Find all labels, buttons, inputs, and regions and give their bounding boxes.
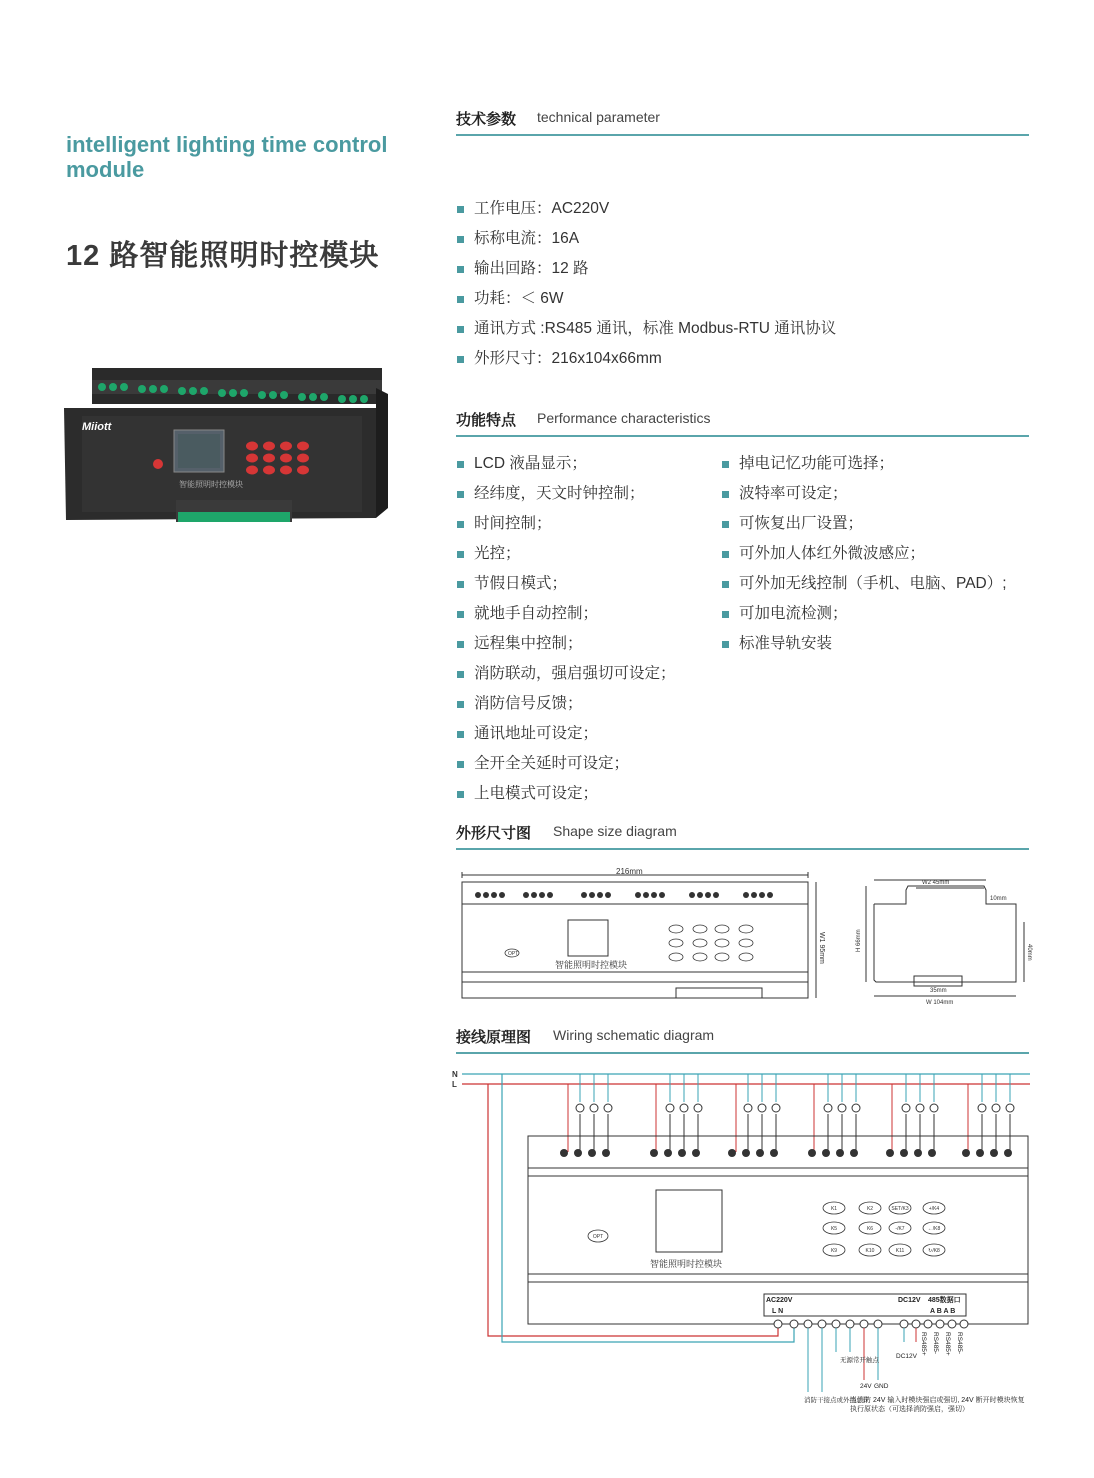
note-24v-desc-box bbox=[850, 1396, 1030, 1436]
section-tech bbox=[456, 108, 1029, 136]
list-item: 就地手自动控制； bbox=[456, 604, 676, 634]
note-24v: 24V bbox=[860, 1383, 872, 1390]
list-item: 通讯地址可设定； bbox=[456, 724, 676, 754]
list-item: 标称电流：16A bbox=[456, 229, 836, 259]
terminal-dc-label: DC12V bbox=[898, 1297, 921, 1304]
key-label: K9 bbox=[830, 1248, 838, 1254]
rs485-label: RS485- bbox=[932, 1332, 939, 1355]
load-branches bbox=[568, 1074, 1014, 1152]
title-cn: 12 路智能照明时控模块 bbox=[66, 240, 380, 272]
terminal-ln-label: L N bbox=[772, 1308, 784, 1315]
width-label: 216mm bbox=[616, 867, 643, 876]
shape-panel-label: 智能照明时控模块 bbox=[555, 960, 628, 970]
key-label: -/K7 bbox=[895, 1226, 905, 1232]
section-shape-cn: 外形尺寸图 bbox=[456, 825, 532, 842]
module-body bbox=[528, 1136, 1028, 1324]
list-item: 全开全关延时可设定； bbox=[456, 754, 676, 784]
w2-label: W2 45mm bbox=[922, 880, 950, 886]
section-perf-cn: 功能特点 bbox=[456, 412, 517, 429]
list-item: 通讯方式 :RS485 通讯，标准 Modbus-RTU 通讯协议 bbox=[456, 319, 836, 349]
list-item: 掉电记忆功能可选择； bbox=[721, 454, 1007, 484]
opt-button bbox=[153, 459, 163, 469]
w-label: W 104mm bbox=[926, 1000, 954, 1006]
section-tech-en: technical parameter bbox=[537, 109, 660, 125]
tech-param-list bbox=[456, 199, 836, 379]
brand-label: Miiott bbox=[82, 421, 112, 433]
front-keys bbox=[505, 925, 753, 961]
l-label: L bbox=[452, 1080, 457, 1089]
wiring-lcd bbox=[656, 1190, 722, 1252]
list-item: 输出回路：12 路 bbox=[456, 259, 836, 289]
list-item: 可外加人体红外微波感应； bbox=[721, 544, 1007, 574]
list-item: 功耗：＜ 6W bbox=[456, 289, 836, 319]
list-item: 波特率可设定； bbox=[721, 484, 1007, 514]
section-wiring bbox=[456, 1026, 1029, 1054]
key-label: SET/K3 bbox=[891, 1206, 909, 1212]
h-label: H 66mm bbox=[856, 929, 862, 952]
features-right-list bbox=[721, 454, 1007, 664]
key-label: K2 bbox=[866, 1206, 874, 1212]
key-label: K11 bbox=[895, 1248, 905, 1254]
list-item: 经纬度，天文时钟控制； bbox=[456, 484, 676, 514]
list-item: 可外加无线控制（手机、电脑、PAD）; bbox=[721, 574, 1007, 604]
section-perf-en: Performance characteristics bbox=[537, 410, 711, 426]
list-item: 上电模式可设定； bbox=[456, 784, 676, 814]
shape-opt-label: OPT bbox=[508, 951, 519, 957]
section-wiring-cn: 接线原理图 bbox=[456, 1029, 532, 1046]
list-item: 可加电流检测； bbox=[721, 604, 1007, 634]
list-item: 光控； bbox=[456, 544, 676, 574]
module-terminals bbox=[560, 1149, 1012, 1157]
section-tech-cn: 技术参数 bbox=[456, 111, 517, 128]
shape-size-diagram bbox=[456, 864, 1031, 1014]
note-gnd: GND bbox=[874, 1383, 889, 1390]
list-item: 时间控制； bbox=[456, 514, 676, 544]
section-shape-en: Shape size diagram bbox=[553, 823, 677, 839]
terminal-ac-label: AC220V bbox=[766, 1297, 793, 1304]
list-item: LCD 液晶显示； bbox=[456, 454, 676, 484]
rs485-label: RS485- bbox=[956, 1332, 963, 1355]
section-shape bbox=[456, 822, 1029, 850]
n-label: N bbox=[452, 1070, 458, 1079]
list-item: 标准导轨安装 bbox=[721, 634, 1007, 664]
key-label: K6 bbox=[866, 1226, 874, 1232]
terminal-ab-label: A B A B bbox=[930, 1308, 956, 1315]
wiring-diagram bbox=[448, 1062, 1032, 1476]
list-item: 远程集中控制； bbox=[456, 634, 676, 664]
key-label: ←/K8 bbox=[927, 1226, 941, 1232]
note-24v-desc: 当消防 24V 输入时模块强启或强切, 24V 断开时模块恢复执行原状态（可选择消防强启，强切） bbox=[850, 1397, 1025, 1413]
list-item: 外形尺寸：216x104x66mm bbox=[456, 349, 836, 379]
list-item: 消防联动，强启强切可设定； bbox=[456, 664, 676, 694]
dim-40-label: 40mm bbox=[1026, 944, 1032, 961]
key-label: K10 bbox=[865, 1248, 875, 1254]
key-label: ↻/K8 bbox=[928, 1248, 940, 1254]
list-item: 消防信号反馈； bbox=[456, 694, 676, 724]
list-item: 可恢复出厂设置； bbox=[721, 514, 1007, 544]
note-nc: 无源常开触点 bbox=[840, 1357, 879, 1364]
key-label: K1 bbox=[830, 1206, 838, 1212]
dim-35-label: 35mm bbox=[930, 988, 947, 994]
device-panel-label: 智能照明时控模块 bbox=[179, 480, 243, 489]
features-left-list bbox=[456, 454, 676, 814]
terminal-485-label: 485数据口 bbox=[928, 1297, 961, 1304]
dc12v-label: DC12V bbox=[896, 1353, 917, 1360]
key-label: +/K4 bbox=[928, 1206, 940, 1212]
title-en: intelligent lighting time control module bbox=[66, 132, 388, 182]
section-perf bbox=[456, 409, 1029, 437]
rs485-label: RS485+ bbox=[944, 1332, 951, 1356]
list-item: 节假日模式； bbox=[456, 574, 676, 604]
wiring-panel-label: 智能照明时控模块 bbox=[650, 1259, 723, 1269]
rs485-label: RS485+ bbox=[920, 1332, 927, 1356]
note-fire: 消防干接点或外接总开 bbox=[804, 1397, 869, 1404]
product-image bbox=[64, 358, 388, 530]
front-terminals bbox=[475, 892, 773, 898]
list-item: 工作电压：AC220V bbox=[456, 199, 836, 229]
wiring-opt-label: OPT bbox=[592, 1234, 604, 1240]
dim-10-label: 10mm bbox=[990, 896, 1007, 902]
w1-label: W1 95mm bbox=[818, 932, 825, 964]
section-wiring-en: Wiring schematic diagram bbox=[553, 1027, 715, 1043]
key-label: K5 bbox=[830, 1226, 838, 1232]
